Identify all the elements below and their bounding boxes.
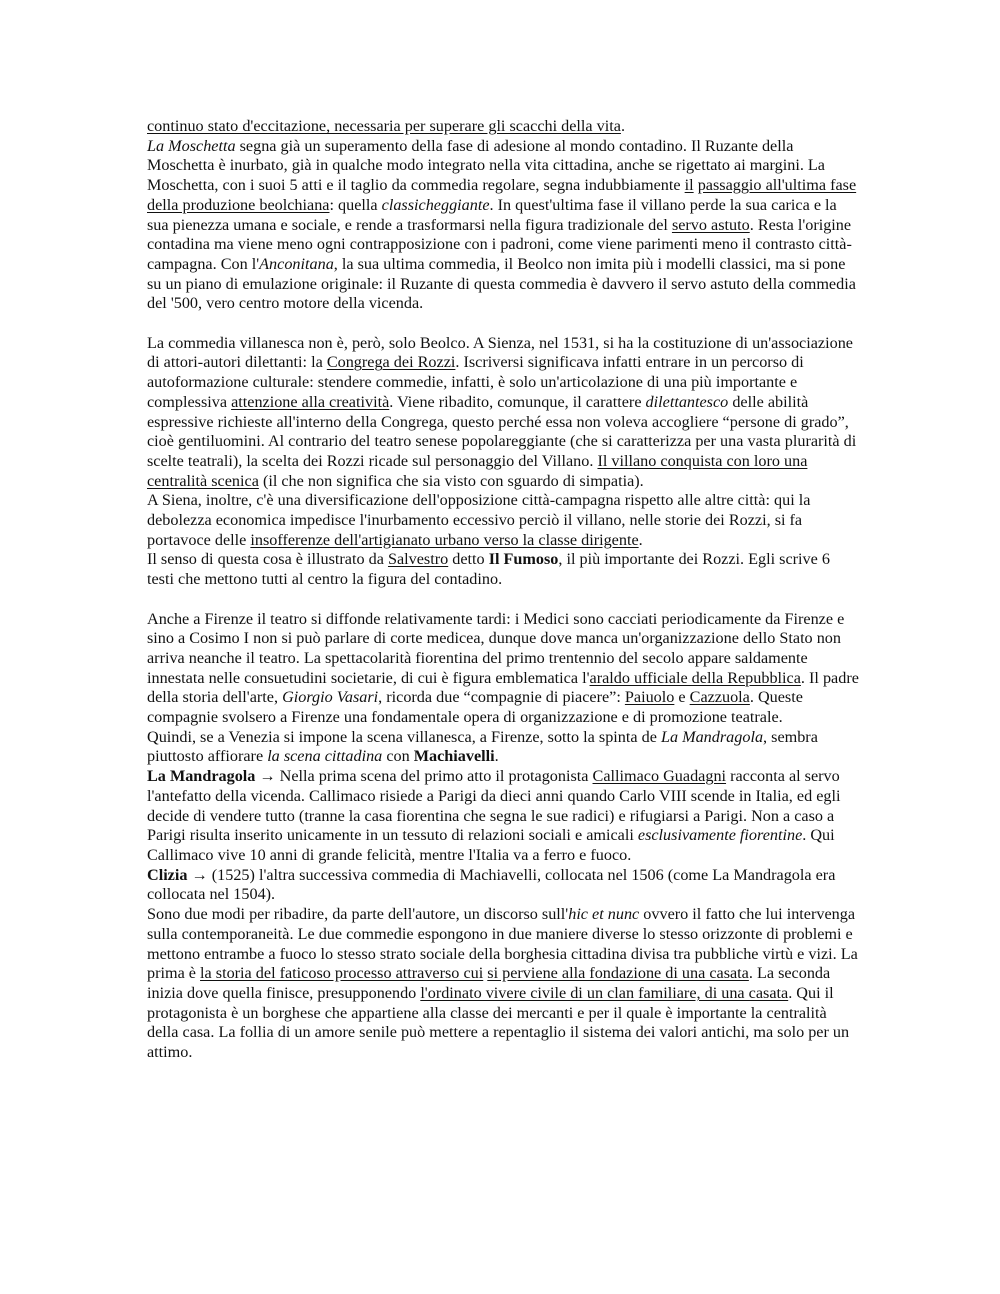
arrow-icon: → <box>255 767 280 786</box>
italic-text: la scena cittadina <box>267 747 383 766</box>
underlined-text: attenzione alla creatività <box>231 392 390 411</box>
underlined-text: araldo ufficiale della Repubblica <box>589 668 801 687</box>
italic-text: dilettantesco <box>645 392 729 411</box>
underlined-text: Salvestro <box>387 550 449 569</box>
text: delle abilità espressive richieste all'interno della Congrega, questo perché essa non voleva accogliere “persone di grado”, cioè gentiluomini. Al contrario del teatro senese popolareggiante (che si caratterizza per una vasta plurarità di scelte teatrali), la scelta dei Rozzi ricade sul personaggio del Villano. <box>147 392 857 470</box>
italic-text: esclusivamente fiorentine <box>637 826 803 845</box>
text: . Resta l'origine contadina ma viene meno ogni contrapposizione con i padroni, come viene parimenti meno il contrasto città-campagna. Con l' <box>147 215 852 273</box>
paragraph-clizia <box>147 866 859 905</box>
text: . Viene ribadito, comunque, il carattere <box>389 392 646 411</box>
underlined-text: passaggio all'ultima fase della produzione beolchiana <box>147 176 857 214</box>
paragraph-rozzi <box>147 334 859 492</box>
bold-text: Clizia <box>147 865 188 884</box>
text: Anche a Firenze il teatro si diffonde relativamente tardi: i Medici sono cacciati periodicamente da Firenze e sino a Cosimo I non si può parlare di corte medicea, dunque dove manca un'organizzazione dello Stato non arriva neanche il teatro. La spettacolarità fiorentina del primo trentennio del secolo appare saldamente innestata nelle consuetudini societarie, di cui è figura emblematica l' <box>147 609 845 687</box>
paragraph-hic-et-nunc <box>147 905 859 1063</box>
underlined-text: il <box>684 176 694 195</box>
paragraph-spacer <box>147 314 859 334</box>
italic-text: Anconitana <box>259 254 334 273</box>
text: Quindi, se a Venezia si impone la scena villanesca, a Firenze, sotto la spinta de <box>147 727 661 746</box>
text: . <box>620 117 625 135</box>
bold-text: Il Fumoso <box>488 550 559 569</box>
text: La commedia villanesca non è, però, solo Beolco. A Sienza, nel 1531, si ha la costituzione di un'associazione di attori-autori dilettanti: la <box>147 333 853 372</box>
text: detto <box>448 550 489 569</box>
underlined-text: insofferenze dell'artigianato urbano verso la classe dirigente <box>250 530 639 549</box>
underlined-text: la storia del faticoso processo attraverso cui <box>200 964 484 983</box>
paragraph-siena <box>147 491 859 550</box>
paragraph-fumoso <box>147 550 859 589</box>
text: . <box>638 530 643 549</box>
paragraph-mandragola <box>147 767 859 866</box>
document-page <box>147 117 859 1063</box>
italic-text: hic et nunc <box>568 905 640 924</box>
text: (il che non significa che sia visto con sguardo di simpatia). <box>258 471 644 490</box>
text: A Siena, inoltre, c'è una diversificazione dell'opposizione città-campagna rispetto alle altre città: qui la debolezza economica impedisce l'inurbamento eccessivo perciò il villano, nelle storie dei Rozzi, si fa portavoce delle <box>147 491 811 549</box>
text: (1525) l'altra successiva commedia di Machiavelli, collocata nel 1506 (come La Mandragola era collocata nel 1504). <box>147 865 836 904</box>
text: . La seconda inizia dove quella finisce, presupponendo <box>147 964 831 1002</box>
underlined-text: Congrega dei Rozzi <box>326 353 456 372</box>
paragraph-venezia <box>147 728 859 767</box>
italic-text: classicheggiante <box>381 195 490 214</box>
text: : quella <box>329 195 382 214</box>
underlined-text: servo astuto <box>671 215 750 234</box>
paragraph <box>147 117 859 137</box>
text: racconta al servo l'antefatto della vicenda. Callimaco risiede a Parigi da dieci anni quando Carlo VIII scende in Italia, ed egli decide di vendere tutto (tranne la casa fiorentina che segna le sue radici) e rifugiarsi a Parigi. Non a caso a Parigi risulta inserito unicamente in un tessuto di relazioni sociali e amicali <box>147 767 841 845</box>
italic-text: La Mandragola <box>660 727 764 746</box>
text: . In quest'ultima fase il villano perde la sua carica e la sua pienezza umana e sociale, e rende a trasformarsi nella figura tradizionale del <box>147 195 837 234</box>
paragraph-spacer <box>147 590 859 610</box>
italic-text: Giorgio Vasari <box>282 688 379 707</box>
text: . <box>494 747 499 766</box>
text: segna già un superamento della fase di adesione al mondo contadino. Il Ruzante della Moschetta è inurbato, già in qualche modo integrato nella vita cittadina, anche se rigettato ai margini. La Moschetta, con i suoi 5 atti e il taglio da commedia regolare, segna indubbiamente <box>147 136 825 195</box>
text: . Qui il protagonista è un borghese che appartiene alla classe dei mercanti e per il quale è importante la centralità della casa. La follia di un amore senile può mettere a repentaglio il sistema dei valori antichi, ma solo per un attimo. <box>147 983 850 1062</box>
italic-text: La Moschetta <box>147 136 236 155</box>
paragraph-firenze <box>147 610 859 728</box>
bold-text: Machiavelli <box>413 747 495 766</box>
paragraph-moschetta <box>147 137 859 314</box>
underlined-text: Il villano conquista con loro una centralità scenica <box>147 451 808 490</box>
underlined-text: l'ordinato vivere civile di un clan familiare, di una casata <box>420 983 789 1002</box>
text: . Iscriversi significava infatti entrare in un percorso di autoformazione culturale: stendere commedie, infatti, è solo un'articolazione di una più importante e complessiva <box>147 353 804 411</box>
underlined-text: Paiuolo <box>624 688 675 707</box>
text: Sono due modi per ribadire, da parte dell'autore, un discorso sull' <box>147 905 569 924</box>
underlined-text: Callimaco Guadagni <box>592 767 727 786</box>
underlined-text: si perviene alla fondazione di una casata <box>487 964 749 983</box>
bold-text: La Mandragola <box>147 767 256 786</box>
text: con <box>382 747 414 766</box>
text: , la sua ultima commedia, il Beolco non imita più i modelli classici, ma si pone su un piano di emulazione originale: il Ruzante di questa commedia è davvero il servo astuto della commedia del '500, vero centro motore della vicenda. <box>147 254 856 313</box>
text: e <box>674 688 690 707</box>
text: , sembra piuttosto affiorare <box>147 727 818 766</box>
text: Il senso di questa cosa è illustrato da <box>147 550 388 569</box>
text: . Qui Callimaco vive 10 anni di grande felicità, mentre l'Italia va a ferro e fuoco. <box>147 826 835 864</box>
text: , ricorda due “compagnie di piacere”: <box>378 688 625 707</box>
text: ovvero il fatto che lui intervenga sulla contemporaneità. Le due commedie espongono in due maniere diverse lo stesso orizzonte di problemi e mettono entrambe a fuoco lo stesso strato sociale della borghesia cittadina divisa tra pubbliche virtù e vizi. La prima è <box>147 905 858 983</box>
arrow-icon: → <box>187 865 212 884</box>
text: . Il padre della storia dell'arte, <box>147 668 859 707</box>
text: , il più importante dei Rozzi. Egli scrive 6 testi che mettono tutti al centro la figura del contadino. <box>147 550 830 589</box>
underlined-text: continuo stato d'eccitazione, necessaria per superare gli scacchi della vita <box>147 117 621 135</box>
underlined-text: Cazzuola <box>689 688 750 707</box>
text: Nella prima scena del primo atto il protagonista <box>279 767 593 786</box>
text: . Queste compagnie svolsero a Firenze una fondamentale opera di organizzazione e di promozione teatrale. <box>147 688 803 727</box>
